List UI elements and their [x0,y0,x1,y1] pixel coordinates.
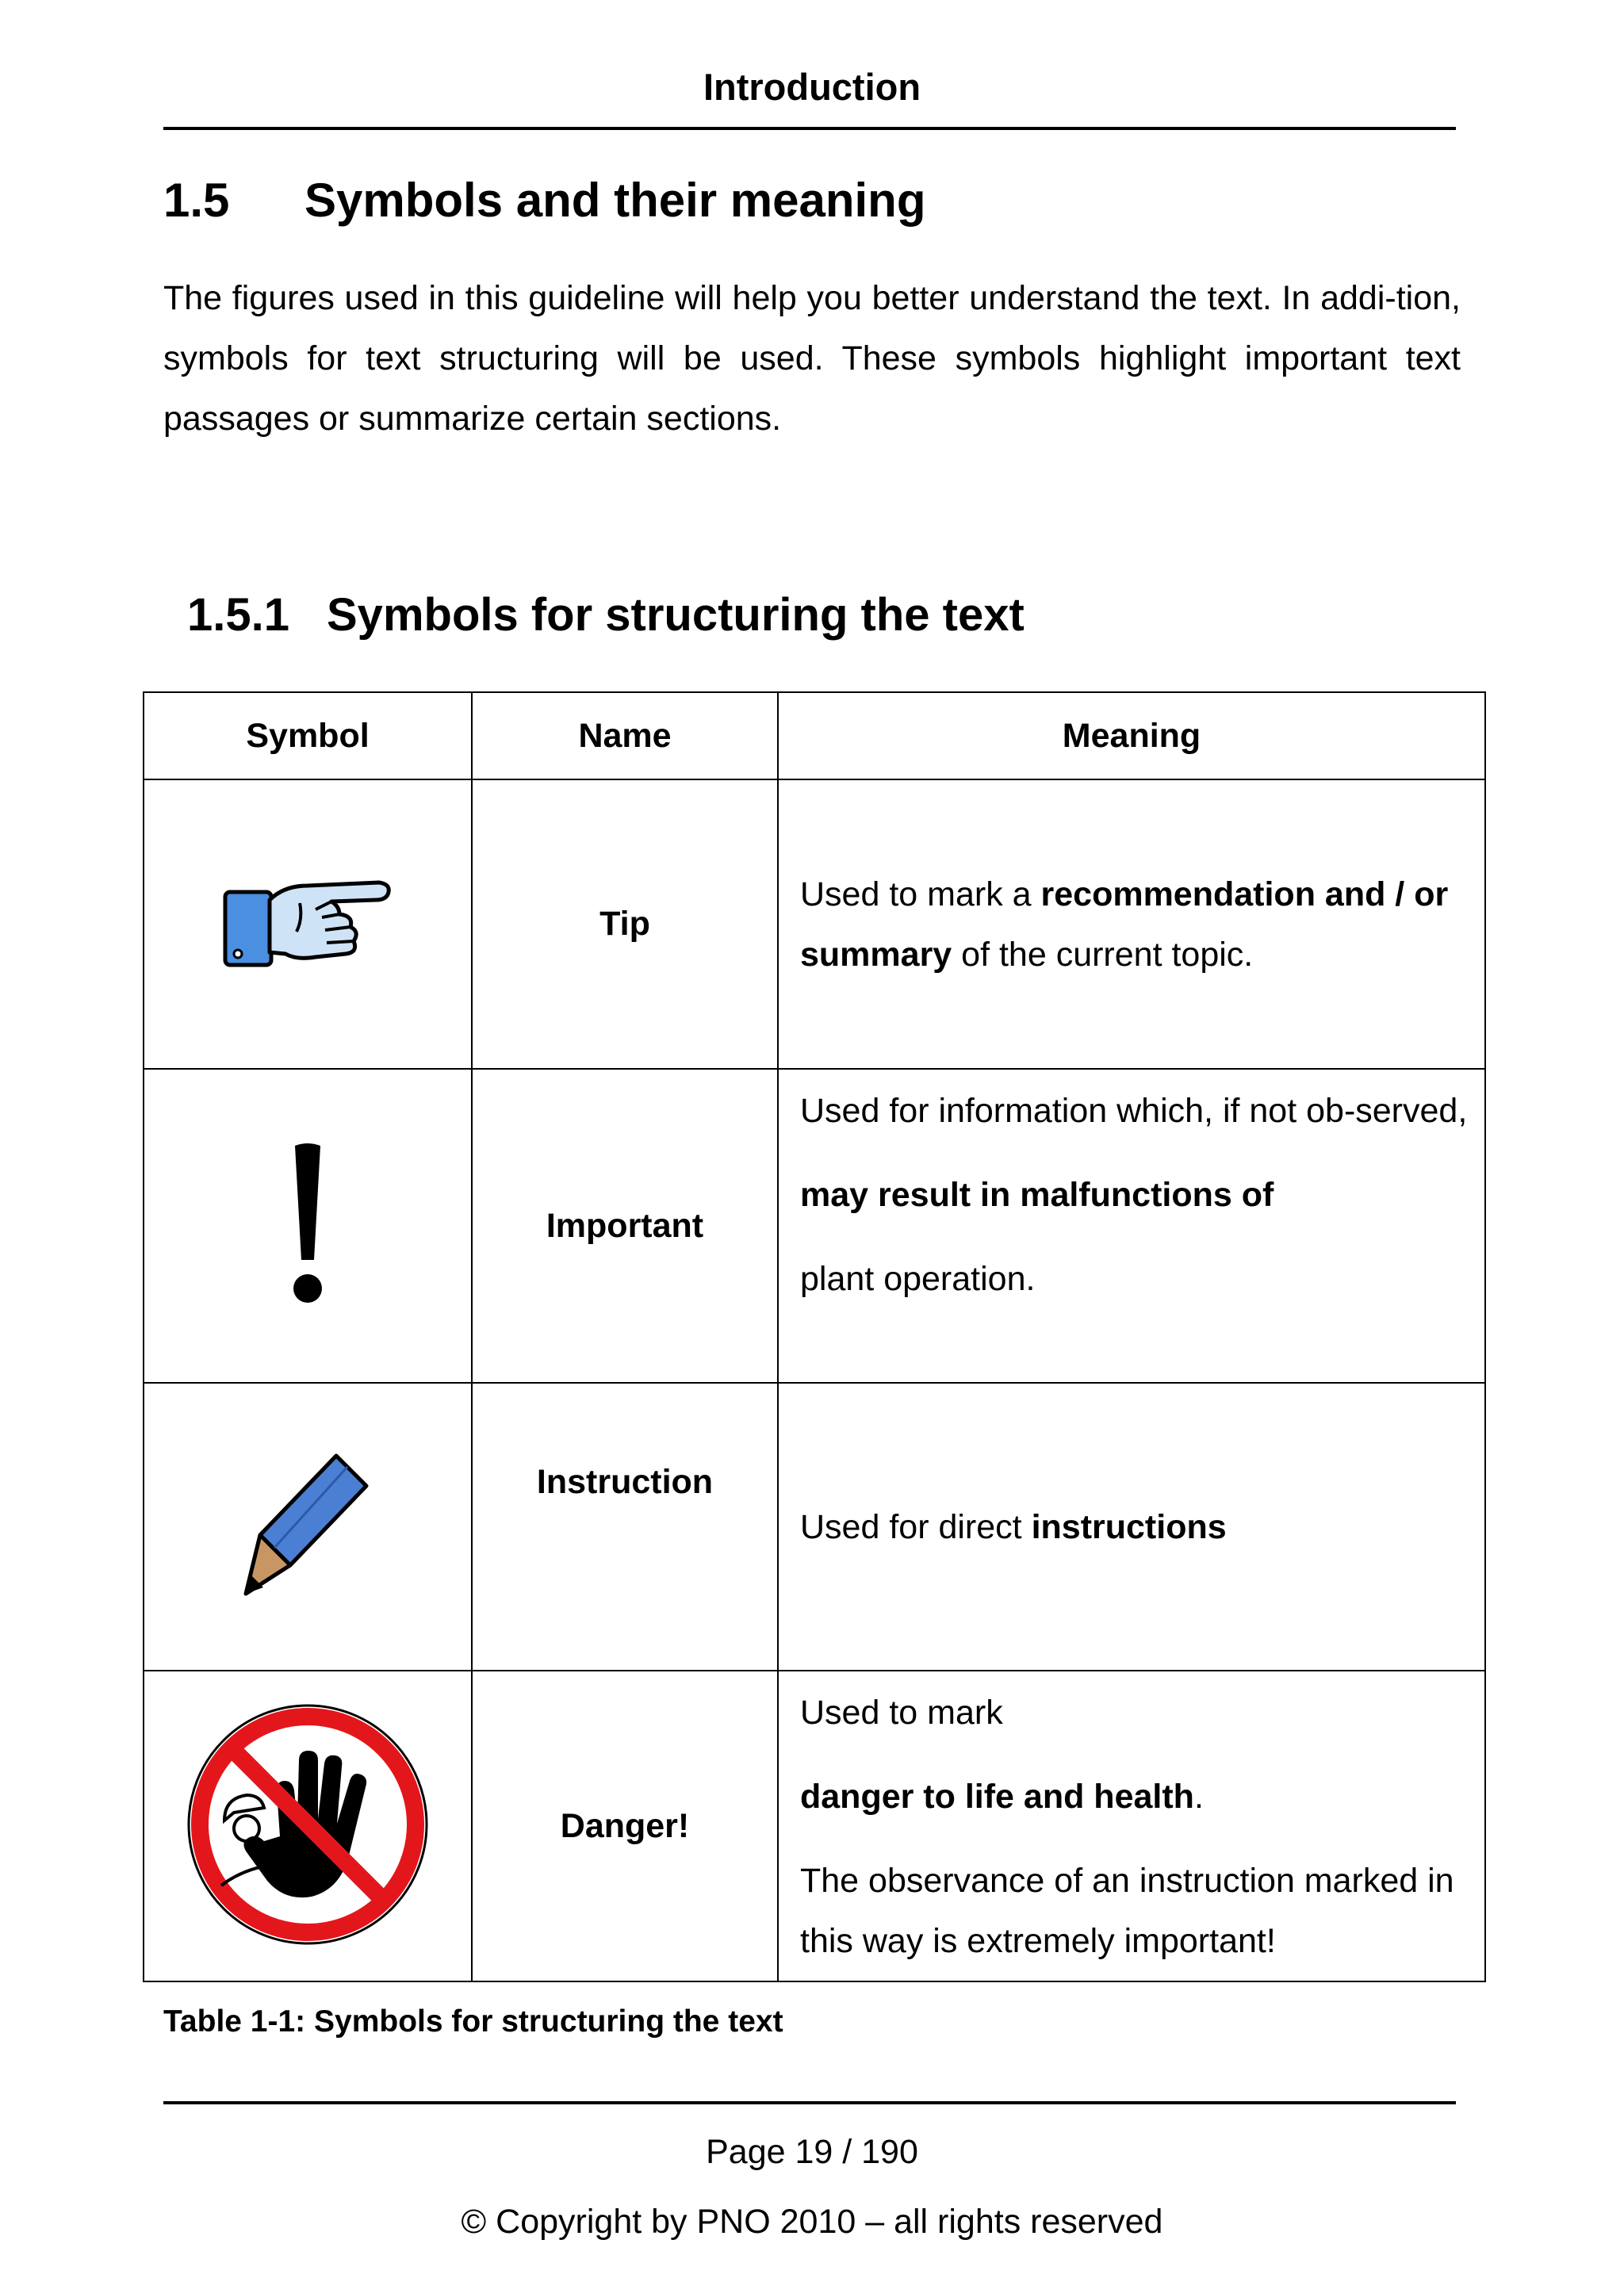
table-row [144,1671,1485,1981]
symbols-table [143,691,1486,1982]
meaning-text: Used for information which, if not ob-served, [800,1092,1468,1130]
pencil-icon [236,1449,379,1600]
table-row [144,1383,1485,1671]
meaning-text: Used for direct [800,1507,1032,1546]
symbol-cell [144,1069,472,1383]
section-title: Symbols and their meaning [304,174,926,227]
name-cell: Instruction [472,1383,778,1671]
meaning-cell [778,779,1485,1069]
header-symbol: Symbol [144,692,472,779]
name-cell: Important [472,1069,778,1383]
meaning-text: Used to mark a [800,875,1041,913]
meaning-cell [778,1069,1485,1383]
header-title: Introduction [703,66,921,108]
section-number: 1.5 [163,174,230,227]
name-cell: Tip [472,779,778,1069]
meaning-bold: may result in malfunctions of [800,1176,1274,1214]
page-number: Page 19 / 190 [706,2133,918,2171]
meaning-bold: danger to life and health [800,1778,1194,1816]
table-caption: Table 1-1: Symbols for structuring the text [163,2004,783,2039]
name-cell: Danger! [472,1671,778,1981]
symbol-cell [144,1383,472,1671]
header-meaning: Meaning [778,692,1485,779]
intro-paragraph: The figures used in this guideline will help you better understand the text. In addi-tion, symbols for text structuring will be used. These symbols highlight important text passages or summarize certain sections. [163,279,1461,438]
symbol-cell [144,1671,472,1981]
no-entry-hand-icon [185,1702,431,1947]
meaning-bold: recommendation and / or summary [800,875,1449,974]
subsection-title: Symbols for structuring the text [327,589,1025,641]
meaning-text: Used to mark [800,1694,1003,1732]
symbol-cell [144,779,472,1069]
meaning-text: . [1193,1778,1204,1816]
section-heading [163,173,926,228]
header-rule [163,127,1456,130]
meaning-cell [778,1383,1485,1671]
copyright: © Copyright by PNO 2010 – all rights reserved [461,2203,1163,2241]
pointing-hand-icon [220,875,395,970]
subsection-heading [187,588,1025,641]
subsection-number: 1.5.1 [187,589,289,641]
meaning-bold: instructions [1031,1507,1227,1546]
exclamation-icon [284,1141,331,1307]
header-name: Name [472,692,778,779]
meaning-text: The observance of an instruction marked in this way is extremely important! [800,1862,1454,1960]
meaning-text: of the current topic. [952,935,1254,974]
table-header-row [144,692,1485,779]
meaning-text: plant operation. [800,1260,1036,1298]
meaning-cell [778,1671,1485,1981]
footer-rule [163,2101,1456,2104]
table-row [144,779,1485,1069]
table-row [144,1069,1485,1383]
